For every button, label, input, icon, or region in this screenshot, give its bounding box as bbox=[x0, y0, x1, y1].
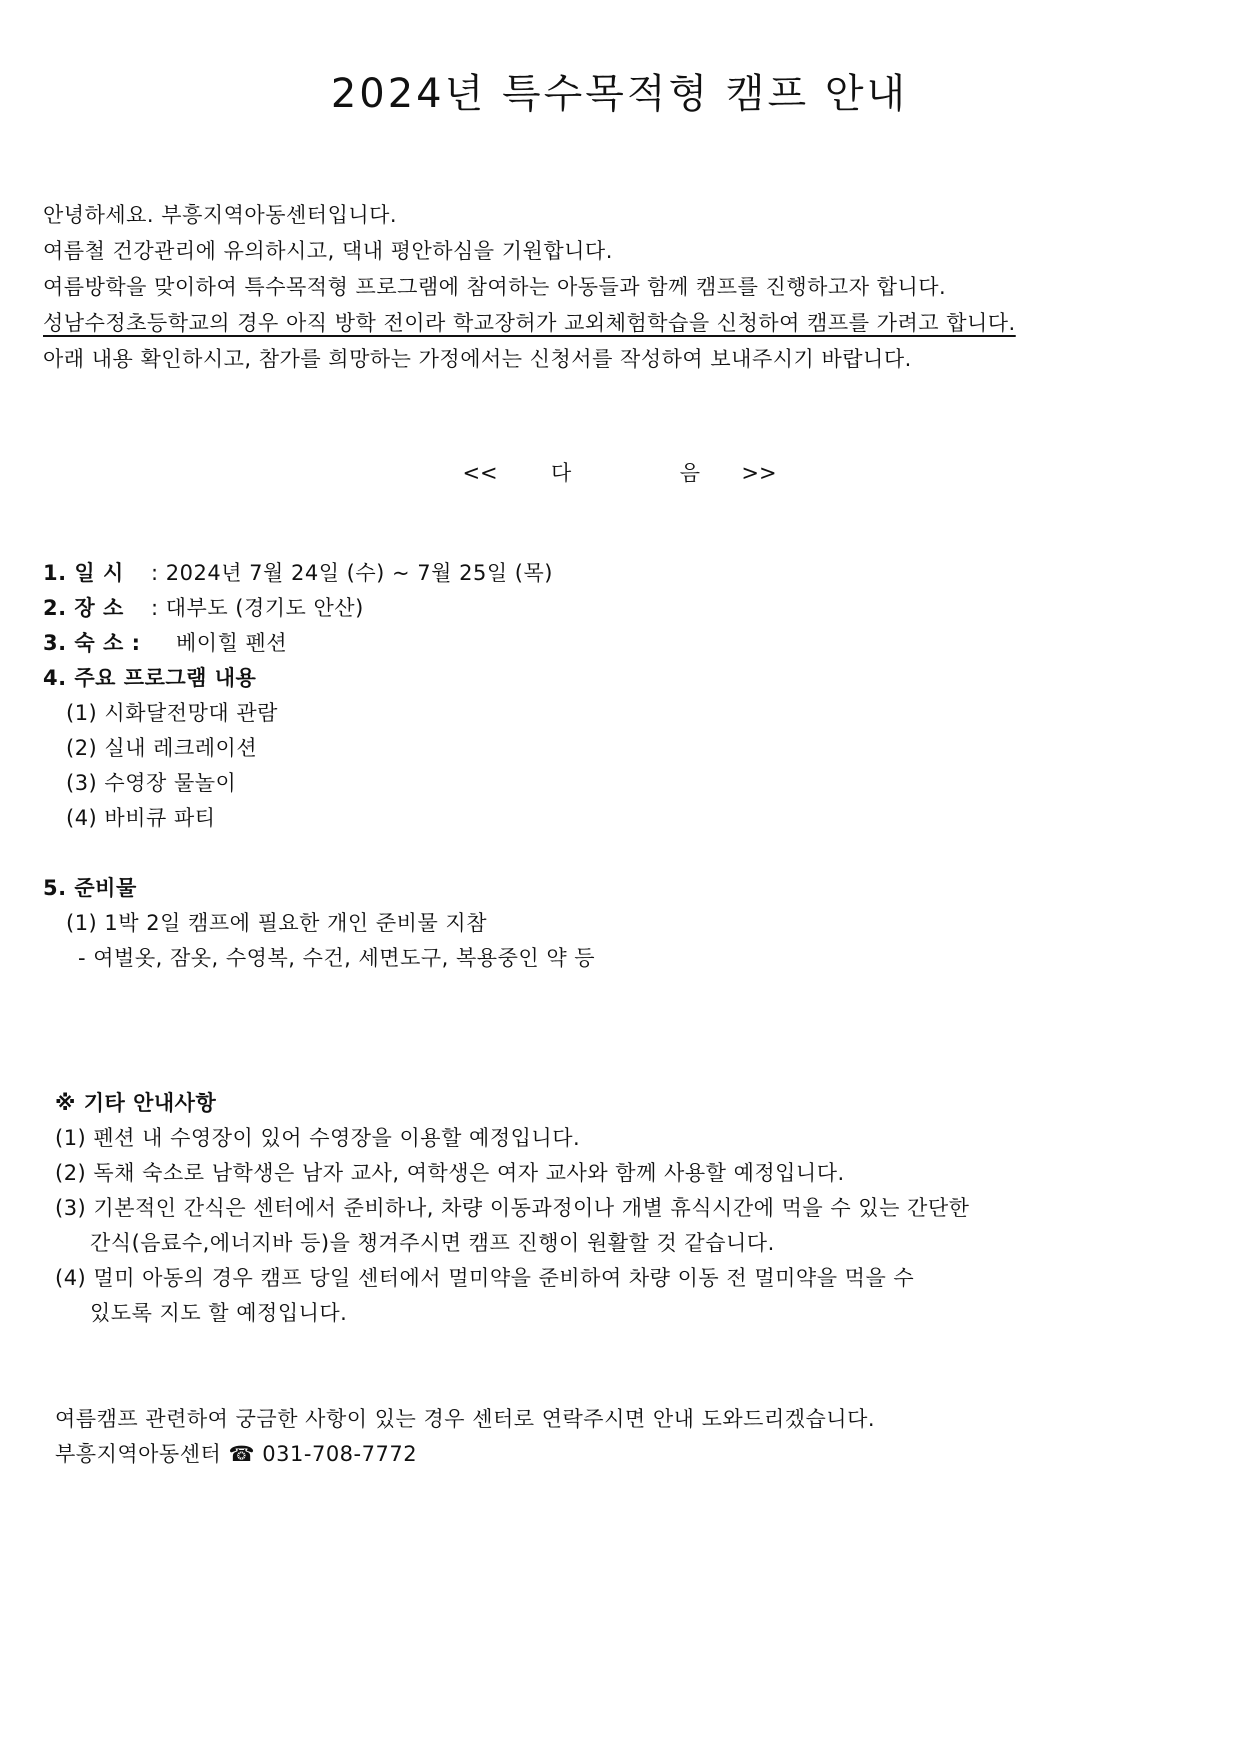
supplies-section-title: 5. 준비물 bbox=[43, 876, 137, 900]
inquiry-notice: 여름캠프 관련하여 궁금한 사항이 있는 경우 센터로 연락주시면 안내 도와드리겠습니다. bbox=[55, 1407, 876, 1431]
detail-lodging-label: 3. 숙 소 : bbox=[43, 631, 141, 655]
program-item: (2) 실내 레크레이션 bbox=[66, 736, 258, 760]
detail-place-label: 2. 장 소 bbox=[43, 596, 124, 620]
intro-line-application: 아래 내용 확인하시고, 참가를 희망하는 가정에서는 신청서를 작성하여 보내주시기 바랍니다. bbox=[43, 347, 912, 371]
etc-item-continued: 간식(음료수,에너지바 등)을 챙겨주시면 캠프 진행이 원활할 것 같습니다. bbox=[90, 1231, 775, 1255]
etc-item: (4) 멀미 아동의 경우 캠프 당일 센터에서 멀미약을 준비하여 차량 이동 전 멀미약을 먹을 수 bbox=[55, 1266, 915, 1290]
etc-item: (2) 독채 숙소로 남학생은 남자 교사, 여학생은 여자 교사와 함께 사용할 예정입니다. bbox=[55, 1161, 845, 1185]
program-item: (1) 시화달전망대 관람 bbox=[66, 701, 278, 725]
intro-line-greeting: 안녕하세요. 부흥지역아동센터입니다. bbox=[43, 203, 398, 227]
heading-right-marker: >> bbox=[741, 461, 777, 485]
heading-char-2: 음 bbox=[679, 461, 700, 485]
detail-place-value: : 대부도 (경기도 안산) bbox=[151, 596, 364, 620]
intro-line-wishes: 여름철 건강관리에 유의하시고, 댁내 평안하심을 기원합니다. bbox=[43, 239, 613, 263]
detail-date-label: 1. 일 시 bbox=[43, 561, 124, 585]
etc-item-continued: 있도록 지도 할 예정입니다. bbox=[90, 1301, 348, 1325]
heading-char-1: 다 bbox=[551, 461, 572, 485]
detail-place bbox=[43, 593, 364, 623]
center-contact: 부흥지역아동센터 ☎ 031-708-7772 bbox=[55, 1442, 418, 1466]
detail-lodging bbox=[43, 628, 287, 658]
program-item: (4) 바비큐 파티 bbox=[66, 806, 216, 830]
detail-date bbox=[43, 558, 553, 588]
heading-left-marker: << bbox=[462, 461, 498, 485]
intro-line-school-notice: 성남수정초등학교의 경우 아직 방학 전이라 학교장허가 교외체험학습을 신청하여 캠프를 가려고 합니다. bbox=[43, 311, 1016, 335]
section-heading bbox=[0, 458, 1239, 488]
detail-lodging-value: 베이힐 펜션 bbox=[176, 631, 288, 655]
supplies-list: - 여벌옷, 잠옷, 수영복, 수건, 세면도구, 복용중인 약 등 bbox=[78, 946, 596, 970]
detail-date-value: : 2024년 7월 24일 (수) ~ 7월 25일 (목) bbox=[151, 561, 553, 585]
etc-item: (1) 펜션 내 수영장이 있어 수영장을 이용할 예정입니다. bbox=[55, 1126, 581, 1150]
program-section-title: 4. 주요 프로그램 내용 bbox=[43, 666, 257, 690]
supplies-item: (1) 1박 2일 캠프에 필요한 개인 준비물 지참 bbox=[66, 911, 487, 935]
intro-line-purpose: 여름방학을 맞이하여 특수목적형 프로그램에 참여하는 아동들과 함께 캠프를 진행하고자 합니다. bbox=[43, 275, 947, 299]
etc-item: (3) 기본적인 간식은 센터에서 준비하나, 차량 이동과정이나 개별 휴식시간에 먹을 수 있는 간단한 bbox=[55, 1196, 970, 1220]
program-item: (3) 수영장 물놀이 bbox=[66, 771, 237, 795]
etc-section-title: ※ 기타 안내사항 bbox=[55, 1091, 217, 1115]
page-title: 2024년 특수목적형 캠프 안내 bbox=[330, 71, 909, 117]
